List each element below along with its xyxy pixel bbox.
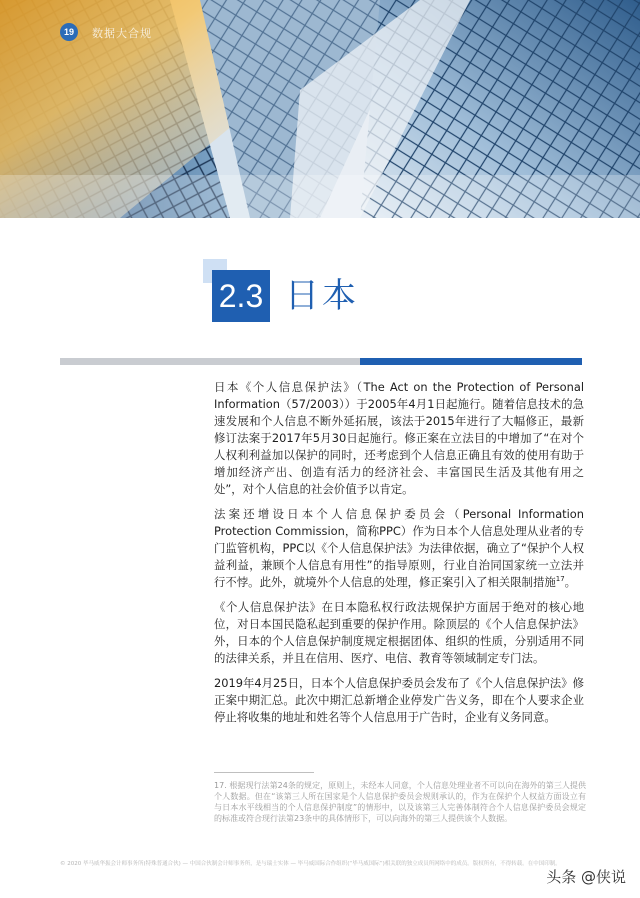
- watermark: 头条 @侠说: [546, 868, 626, 886]
- footnote-17: 17. 根据现行法第24条的规定，原则上，未经本人同意，个人信息处理业者不可以向在海外的第三人提供个人数据。但在“该第三人所在国家是个人信息保护委员会规则承认的，作为在保护个人权益方面设立有与日本水平线相当的个人信息保护制度”的情形中，以及该第三人完善体制符合个人信息保护委员会规定的标准或符合现行法第23条中的具体情形下，可以向海外的第三人提供该个人数据。: [214, 781, 586, 823]
- paragraph-2: [214, 506, 584, 591]
- footnote-divider: [214, 772, 314, 773]
- paragraph-4: 2019年4月25日，日本个人信息保护委员会发布了《个人信息保护法》修正案中期汇总。此次中期汇总新增企业停发广告义务，即在个人要求企业停止将收集的地址和姓名等个人信息用于广告时，企业有义务同意。: [214, 676, 584, 724]
- paragraph-1: 日本《个人信息保护法》（The Act on the Protection of Personal Information（57/2003））于2005年4月1日起施行。随着信息技术的急速发展和个人信息不断外延拓展，该法于2015年进行了大幅修正，最新修订法案于2017年5月30日起施行。修正案在立法目的中增加了“在对个人权利利益加以保护的同时，还考虑到个人信息正确且有效的使用有助于增加经济产出、创造有活力的经济社会、丰富国民生活及其他有用之处”，对个人信息的社会价值予以肯定。: [214, 380, 584, 496]
- paragraph-2-end: 。: [564, 575, 577, 589]
- paragraph-2-text: 法案还增设日本个人信息保护委员会（Personal Information Protection Commission，简称PPC）作为日本个人信息处理从业者的专门监管机构，PPC以《个人信息保护法》为法律依据，确立了“保护个人权益利益，兼顾个人信息有用性”的指导原则，行业自治同国家统一立法并行不悖。此外，就境外个人信息的处理，修正案引入了相关限制措施: [214, 507, 584, 589]
- paragraph-3: 《个人信息保护法》在日本隐私权行政法规保护方面居于绝对的核心地位，对日本国民隐私起到重要的保护作用。除顶层的《个人信息保护法》外，日本的个人信息保护制度规定根据团体、组织的性质，分别适用不同的法律关系，并且在信用、医疗、电信、教育等领域制定专门法。: [214, 600, 584, 665]
- header-banner-image: [0, 0, 640, 218]
- page-number-badge: 19: [60, 23, 78, 41]
- copyright-line: © 2020 毕马威华振会计师事务所(特殊普通合伙) — 中国合伙制会计师事务所，是与瑞士实体 — 毕马威国际合作组织(“毕马威国际”)相关联的独立成员所网络中的成员。版权所有，不得转载。在中国印制。: [60, 861, 561, 867]
- section-number: 2.3: [212, 270, 270, 322]
- divider-grey: [60, 358, 360, 365]
- running-header-title: 数据大合规: [92, 27, 152, 40]
- footnote-reference[interactable]: 17: [555, 575, 565, 584]
- section-title: 日本: [285, 276, 359, 316]
- body-text: [214, 379, 584, 734]
- divider-blue: [360, 358, 582, 365]
